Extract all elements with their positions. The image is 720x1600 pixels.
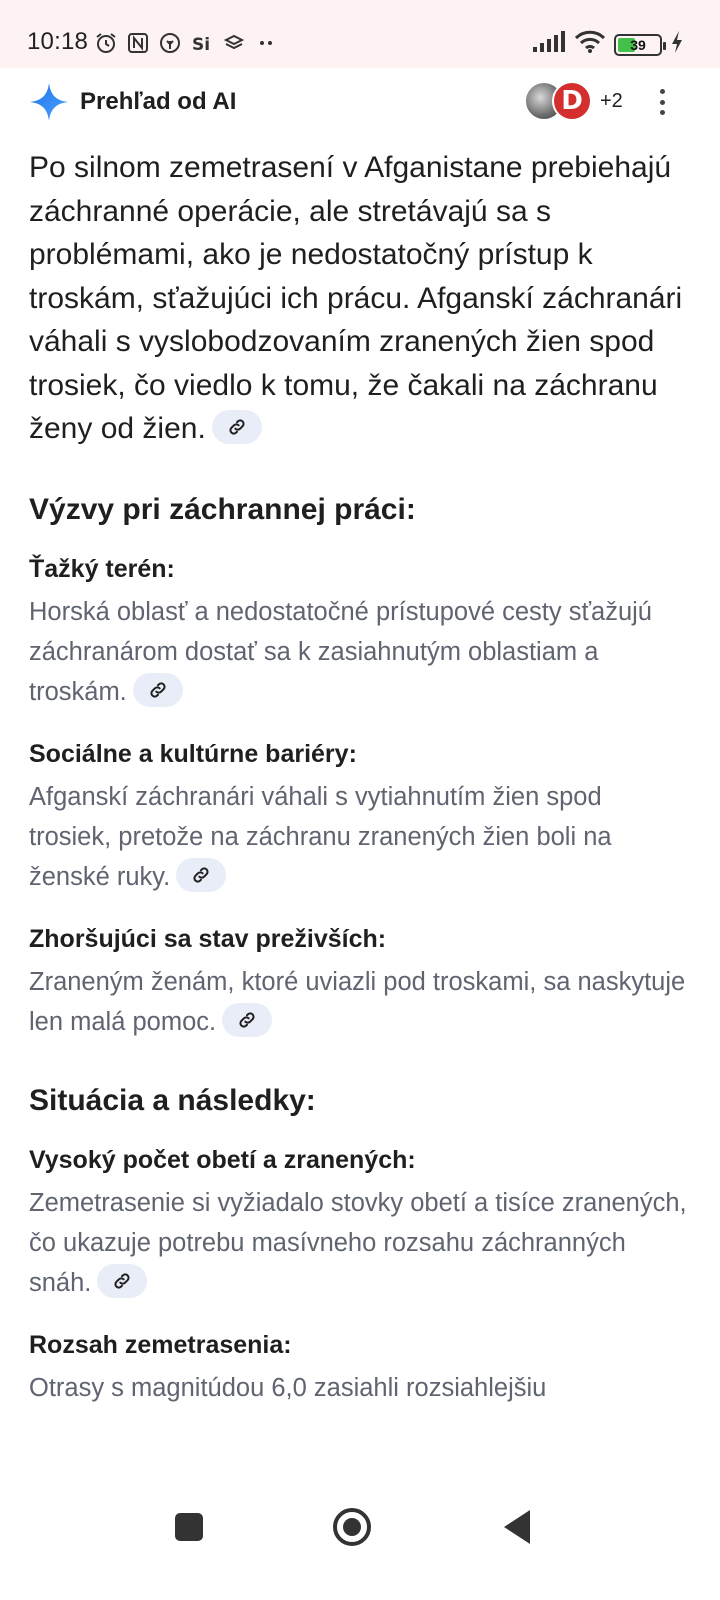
status-icons-left	[93, 30, 279, 56]
link-icon[interactable]	[176, 858, 226, 892]
item-text-content: Otrasy s magnitúdou 6,0 zasiahli rozsiahlejšiu	[29, 1373, 547, 1402]
summary-text: Po silnom zemetrasení v Afganistane prebiehajú záchranné operácie, ale stretávajú sa s problémami, ako je nedostatočný prístup k troskám, sťažujúci ich prácu. Afganskí záchranári váhali s vyslobodzovaním zranených žien spod trosiek, čo viedlo k tomu, že čakali na záchranu ženy od žien.	[29, 151, 683, 445]
header-title: Prehľad od AI	[80, 88, 237, 115]
source-avatar-letter[interactable]: D	[552, 81, 592, 121]
recents-square-icon[interactable]	[175, 1513, 203, 1541]
link-icon[interactable]	[97, 1264, 147, 1298]
item-text	[29, 592, 689, 712]
gemini-sparkle-icon	[29, 82, 69, 122]
item-title: Rozsah zemetrasenia:	[29, 1330, 292, 1359]
item-text-content: Horská oblasť a nedostatočné prístupové cesty sťažujú záchranárom dostať sa k zasiahnutým oblastiam a troskám.	[29, 597, 652, 706]
item-text	[29, 962, 689, 1042]
nfc-icon	[125, 30, 151, 56]
item-text	[29, 1368, 689, 1408]
content-fade	[0, 1440, 720, 1480]
item-title: Ťažký terén:	[29, 554, 175, 583]
battery-indicator	[614, 34, 662, 56]
signal-icon	[532, 30, 566, 59]
svg-text:Si: Si	[192, 35, 211, 55]
status-icons-right	[532, 30, 684, 59]
more-options-icon[interactable]	[648, 86, 676, 118]
status-bar	[0, 0, 720, 68]
item-title: Sociálne a kultúrne bariéry:	[29, 739, 357, 768]
item-text-content: Zraneným ženám, ktoré uviazli pod troskami, sa naskytuje len malá pomoc.	[29, 967, 686, 1036]
more-dots-icon	[253, 30, 279, 56]
link-icon[interactable]	[212, 410, 262, 444]
home-circle-icon[interactable]	[333, 1508, 371, 1546]
si-app-icon	[189, 30, 215, 56]
item-text-content: Zemetrasenie si vyžiadalo stovky obetí a tisíce zranených, čo ukazuje potrebu masívneho rozsahu záchranných snáh.	[29, 1188, 687, 1297]
item-title: Vysoký počet obetí a zranených:	[29, 1145, 416, 1174]
item-text	[29, 777, 689, 897]
item-text-content: Afganskí záchranári váhali s vytiahnutím žien spod trosiek, pretože na záchranu zranených žien boli na ženské ruky.	[29, 782, 612, 891]
section-title: Situácia a následky:	[29, 1083, 316, 1117]
wifi-icon	[574, 30, 606, 59]
status-time: 10:18	[27, 28, 89, 55]
link-icon[interactable]	[222, 1003, 272, 1037]
back-triangle-icon[interactable]	[504, 1510, 530, 1544]
leaf-icon	[157, 30, 183, 56]
summary-paragraph	[29, 146, 689, 451]
ai-overview-content	[29, 146, 689, 1408]
more-sources-count[interactable]: +2	[600, 89, 623, 112]
charging-bolt-icon	[670, 30, 684, 59]
link-icon[interactable]	[133, 673, 183, 707]
battery-level: 39	[630, 36, 646, 53]
ai-overview-header	[0, 68, 720, 136]
layers-icon	[221, 30, 247, 56]
item-text	[29, 1183, 689, 1303]
source-avatars[interactable]	[524, 80, 623, 122]
alarm-icon	[93, 30, 119, 56]
item-title: Zhoršujúci sa stav preživších:	[29, 924, 387, 953]
section-title: Výzvy pri záchrannej práci:	[29, 492, 416, 526]
system-navbar	[0, 1480, 720, 1600]
